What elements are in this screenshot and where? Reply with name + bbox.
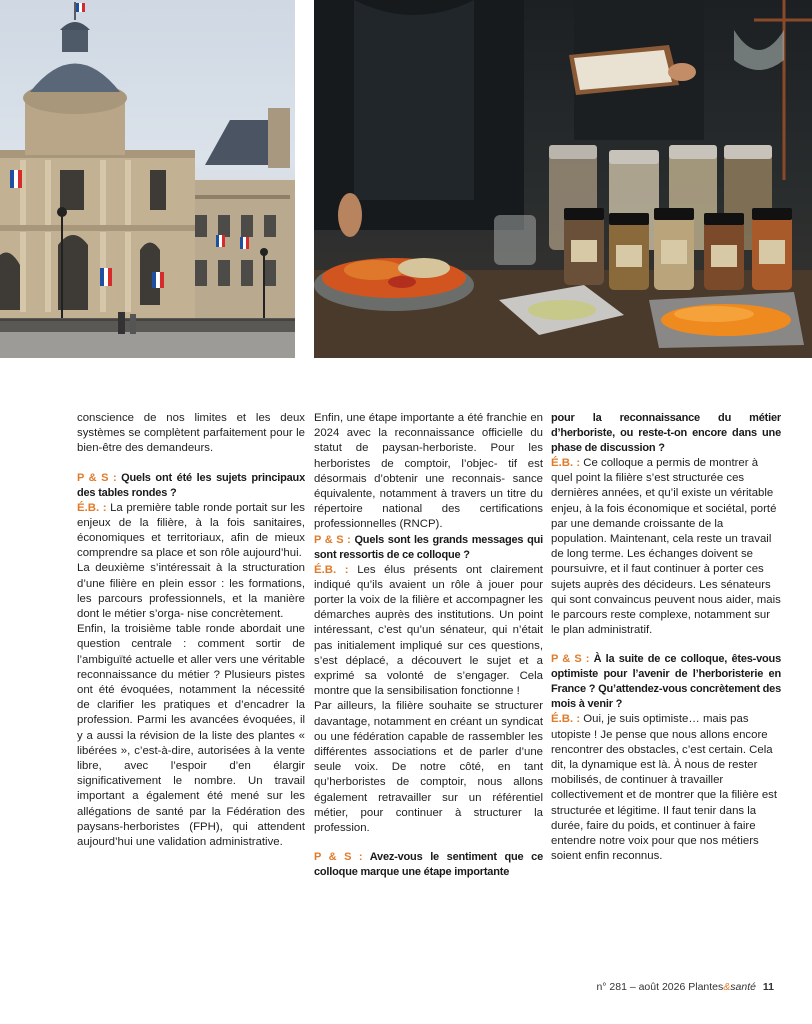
herbalist-jars-photo: [314, 0, 812, 358]
question-text: À la suite de ce colloque, êtes-vous optimiste pour l’avenir de l’herboristerie en France ? Qu’attendez-vous concrètement des mois à venir ?: [551, 653, 781, 711]
article-column-3: [551, 411, 781, 864]
interview-question: [77, 471, 305, 501]
interviewer-tag: P & S :: [551, 653, 590, 666]
speaker-tag: É.B. :: [314, 563, 349, 576]
answer-text: Oui, je suis optimiste… mais pas utopiste ! Je pense que nous allons encore rencontrer des obstacles, c’est certain. Cela dit, la dynamique est là. À nous de rester mobilisés, de continuer à travailler collectivement et de montrer que la filière est structurée et légitime. Il faut tenir dans la durée, faire du poids, et continuer à faire entendre notre voix pour que nos métiers soient enfin reconnus.: [551, 713, 778, 863]
paragraph: [551, 712, 781, 864]
paragraph: [314, 563, 543, 700]
issue-info: n° 281 – août 2026: [596, 981, 686, 993]
answer-text: Les élus présents ont clairement indiqué qu’ils avaient un rôle à jouer pour porter la voix de la filière et accompagner les démarches auprès des institutions. Un point intéressant, c’est qu’un sénateur, qui n’était pas initialement impliqué sur ces questions, s’est déplacé, a découvert le sujet et a exprimé sa volonté de s’engager. Cela montre que la sensibilisation fonctionne !: [314, 563, 543, 698]
paragraph: Enfin, une étape importante a été franchie en 2024 avec la reconnaissance officielle du statut de paysan-herboriste. Pour les herboristes de comptoir, l’objec- tif est désormais d’obtenir une reconnais- sance équivalente, notamment à travers un titre du répertoire national des certifications professionnelles (RNCP).: [314, 412, 543, 531]
speaker-tag: É.B. :: [77, 501, 107, 514]
paragraph: Enfin, la troisième table ronde abordait une question centrale : comment sortir de l’ambiguïté actuelle et aller vers une véritable reconnaissance du métier ? Plusieurs pistes ont été évoquées, notamment la nécessité de clarifier les pratiques et d’encadrer la profession. Parmi les avancées évoquées, il y a aussi la révision de la liste des plantes « libérées », c’est-à-dire, autorisées à la vente libre, avec l’espoir d’en élargir significativement le nombre. Un travail important a également été mené sur les allégations de santé par la Fédération des paysans-herboristes (FPH), qui attendent aujourd’hui une validation administrative.: [77, 623, 305, 849]
interview-question: [551, 652, 781, 712]
speaker-tag: É.B. :: [551, 713, 581, 726]
page-number: 11: [762, 981, 774, 993]
page-footer: [596, 981, 774, 993]
paragraph: [77, 501, 305, 562]
paragraph: [551, 456, 781, 638]
article-column-2: [314, 411, 543, 880]
interviewer-tag: P & S :: [314, 851, 363, 864]
interviewer-tag: P & S :: [77, 471, 117, 484]
brand-ampersand: &: [723, 981, 731, 993]
paragraph: Par ailleurs, la filière souhaite se structurer davantage, notamment en créant un syndicat ou une fédération capable de rassembler les différentes associations et de parler d’une seule voix. De notre côté, en tant qu’herboristes de comptoir, nous allons également retravailler sur un référentiel métier, pour continuer à structurer la profession.: [314, 700, 543, 835]
interviewer-tag: P & S :: [314, 533, 351, 546]
interview-question: [314, 533, 543, 563]
senate-building-illustration: [0, 0, 295, 358]
interview-question: [314, 850, 543, 880]
question-text: Avez-vous le sentiment que ce colloque marque une étape importante: [314, 851, 544, 879]
herbalist-jars-illustration: [314, 0, 812, 358]
question-text: Quels ont été les sujets principaux des tables rondes ?: [77, 471, 305, 499]
answer-text: Ce colloque a permis de montrer à quel point la filière s’est structurée ces dernières années, et qu’il existe un véritable enjeu, à la fois économique et sociétal, porté par une demande croissante de la population. Maintenant, cela reste un travail de long terme. Les échanges doivent se poursuivre, et il faut continuer à porter ces sujets auprès des décideurs. Les sénateurs qui sont convaincus peuvent nous aider, mais le parcours reste complexe, notamment sur le plan administratif.: [551, 457, 781, 637]
magazine-name: Plantes&santé: [688, 981, 756, 993]
answer-text: La première table ronde portait sur les enjeux de la filière, à la fois sanitaires, économiques et territoriaux, afin de mieux comprendre sa place et son rôle aujourd’hui.: [77, 501, 305, 560]
interview-question-continued: pour la reconnaissance du métier d’herboriste, ou reste-t-on encore dans une phase de discussion ?: [551, 412, 781, 454]
senate-building-photo: [0, 0, 295, 358]
paragraph: La deuxième s’intéressait à la structuration d’une filière en plein essor : les formations, les parcours professionnels, et la manière dont le métier s’orga- nise concrètement.: [77, 562, 305, 621]
article-column-1: [77, 411, 305, 850]
paragraph: conscience de nos limites et les deux systèmes se complètent parfaitement pour le bien-être des demandeurs.: [77, 412, 305, 455]
speaker-tag: É.B. :: [551, 457, 581, 469]
question-text: Quels sont les grands messages qui sont ressortis de ce colloque ?: [314, 533, 544, 561]
